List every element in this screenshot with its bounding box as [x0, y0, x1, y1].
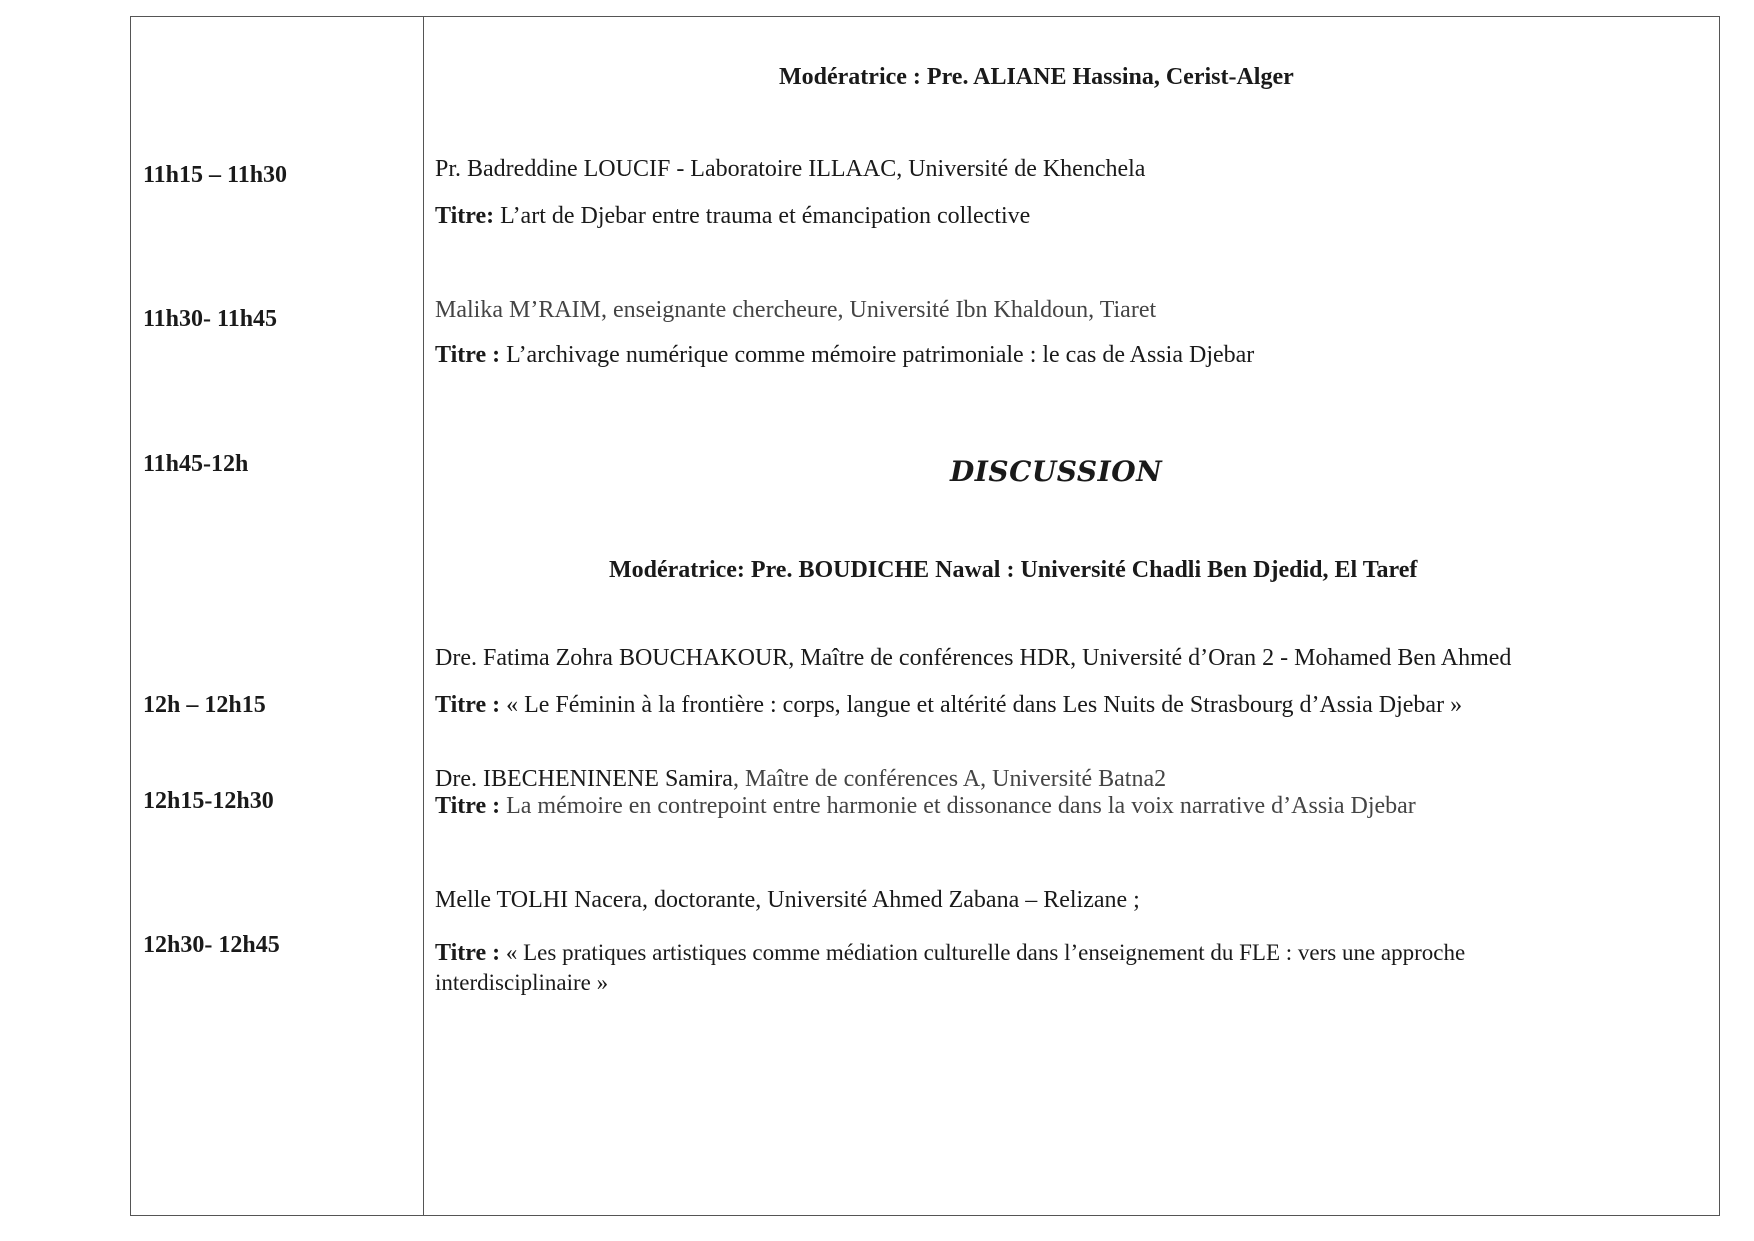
column-divider — [423, 17, 424, 1215]
speaker-2: Malika M’RAIM, enseignante chercheure, Université Ibn Khaldoun, Tiaret — [435, 297, 1157, 323]
talk-title-6 — [435, 940, 1465, 967]
talk-title-2 — [435, 342, 1254, 369]
speaker-1: Pr. Badreddine LOUCIF - Laboratoire ILLAAC, Université de Khenchela — [435, 156, 1146, 182]
title-text: « Les pratiques artistiques comme médiation culturelle dans l’enseignement du FLE : vers une approche — [505, 940, 1466, 965]
title-text: « Le Féminin à la frontière : corps, langue et altérité dans Les Nuits de Strasbourg d’Assia Djebar » — [506, 692, 1463, 718]
program-table — [130, 16, 1720, 1216]
slot-time-3: 11h45-12h — [143, 451, 249, 477]
moderator-session-1: Modératrice : Pre. ALIANE Hassina, Cerist-Alger — [779, 64, 1294, 90]
slot-time-1: 11h15 – 11h30 — [143, 162, 288, 188]
title-text: L’archivage numérique comme mémoire patrimoniale : le cas de Assia Djebar — [506, 342, 1255, 368]
speaker-name: Dre. IBECHENINENE Samira — [435, 766, 733, 792]
speaker-affiliation: , Maître de conférences A, Université Batna2 — [732, 766, 1167, 792]
moderator-session-2: Modératrice: Pre. BOUDICHE Nawal : Université Chadli Ben Djedid, El Taref — [609, 557, 1418, 583]
speaker-5 — [435, 766, 1166, 793]
talk-title-5 — [435, 793, 1416, 820]
title-label: Titre : — [435, 342, 501, 368]
talk-title-4 — [435, 692, 1462, 719]
title-label: Titre : — [435, 692, 501, 718]
speaker-6: Melle TOLHI Nacera, doctorante, Université Ahmed Zabana – Relizane ; — [435, 887, 1140, 913]
speaker-4: Dre. Fatima Zohra BOUCHAKOUR, Maître de conférences HDR, Université d’Oran 2 - Mohamed Ben Ahmed — [435, 645, 1512, 671]
talk-title-1 — [435, 203, 1030, 230]
slot-time-4: 12h – 12h15 — [143, 692, 266, 718]
title-label: Titre : — [435, 793, 501, 819]
slot-time-2: 11h30- 11h45 — [143, 306, 278, 332]
title-label: Titre : — [435, 940, 501, 966]
title-label: Titre: — [435, 203, 495, 229]
discussion-heading: DISCUSSION — [950, 455, 1163, 488]
title-text: L’art de Djebar entre trauma et émancipation collective — [500, 203, 1031, 229]
slot-time-6: 12h30- 12h45 — [143, 932, 280, 958]
slot-time-5: 12h15-12h30 — [143, 788, 274, 814]
talk-title-6-continued: interdisciplinaire » — [435, 970, 609, 995]
title-text: La mémoire en contrepoint entre harmonie et dissonance dans la voix narrative d’Assia Djebar — [506, 793, 1416, 819]
